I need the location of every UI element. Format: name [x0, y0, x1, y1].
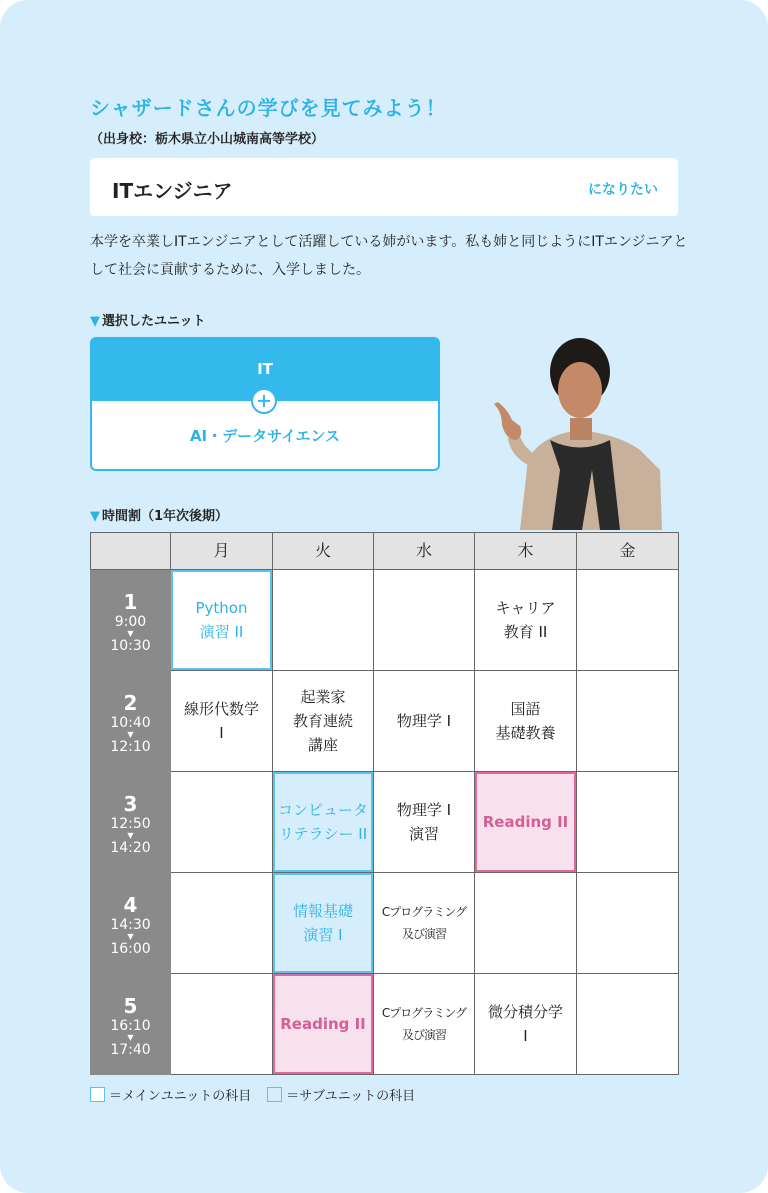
class-cell: [374, 772, 475, 873]
class-name: 物理学 I: [396, 801, 452, 819]
class-name: 起業家: [300, 688, 346, 706]
period-cell: [91, 974, 171, 1075]
class-name: I: [219, 724, 224, 742]
plus-icon: [251, 388, 277, 414]
period-cell: [91, 671, 171, 772]
class-name: 講座: [307, 736, 338, 754]
period-number: 1: [123, 590, 138, 614]
period-end: 17:40: [110, 1042, 151, 1058]
period-cell: [91, 772, 171, 873]
class-cell-reading: [273, 974, 374, 1075]
period-cell: [91, 873, 171, 974]
class-cell: [374, 570, 475, 671]
triangle-marker-icon: ▼: [90, 314, 100, 329]
period-start: 10:40: [110, 715, 151, 731]
goal-title: ITエンジニア: [112, 179, 233, 203]
goal-subtitle: になりたい: [588, 182, 658, 198]
period-start: 12:50: [110, 816, 151, 832]
class-cell: [171, 974, 273, 1075]
class-name: 演習 II: [199, 623, 244, 641]
class-cell: [475, 873, 577, 974]
day-header: 火: [273, 533, 374, 570]
day-header: 金: [577, 533, 679, 570]
class-cell-sub: [273, 873, 374, 974]
class-cell: [374, 873, 475, 974]
class-cell: [273, 570, 374, 671]
class-name: 線形代数学: [183, 700, 259, 718]
class-cell: [577, 570, 679, 671]
period-number: 5: [123, 994, 138, 1018]
class-name: 及び演習: [401, 1028, 446, 1042]
class-name: リテラシー II: [278, 825, 368, 843]
class-cell-sub: [273, 772, 374, 873]
day-header: 月: [171, 533, 273, 570]
school-name: （出身校：栃木県立小山城南高等学校）: [90, 132, 325, 147]
down-arrow-icon: ▼: [127, 1033, 134, 1042]
description-text: 本学を卒業しITエンジニアとして活躍している姉がいます。私も姉と同じようにITエンジニアとして社会に貢献するために、入学しました。: [90, 234, 688, 278]
class-name: 基礎教養: [495, 724, 556, 742]
class-name: Cプログラミング: [381, 905, 467, 919]
class-name: I: [523, 1027, 528, 1045]
down-arrow-icon: ▼: [127, 730, 134, 739]
units-section-label: 選択したユニット: [102, 314, 206, 329]
class-cell-main: [171, 570, 273, 671]
class-name: 国語: [510, 700, 541, 718]
triangle-marker-icon: ▼: [90, 509, 100, 524]
class-name: Reading II: [280, 1015, 366, 1033]
class-name: 教育 II: [503, 623, 548, 641]
class-cell: [475, 671, 577, 772]
table-row: [91, 974, 679, 1075]
class-name: コンピュータ: [277, 801, 368, 819]
period-start: 14:30: [110, 917, 151, 933]
legend: [90, 1085, 415, 1104]
class-cell: [171, 873, 273, 974]
class-name: 微分積分学: [487, 1003, 563, 1021]
class-name: Python: [195, 599, 248, 617]
day-header: 木: [475, 533, 577, 570]
timetable-section-label: 時間割（1年次後期）: [102, 509, 229, 524]
timetable-section-heading: [90, 505, 228, 524]
class-name: Cプログラミング: [381, 1006, 467, 1020]
class-cell: [374, 671, 475, 772]
units-section-heading: [90, 310, 205, 329]
class-name: 演習 I: [303, 926, 343, 944]
class-name: Reading II: [482, 813, 569, 831]
class-cell: [577, 974, 679, 1075]
class-cell: [171, 671, 273, 772]
timetable: [90, 532, 679, 1075]
class-cell: [374, 974, 475, 1075]
period-number: 4: [123, 893, 138, 917]
legend-sub-label: ＝サブユニットの科目: [286, 1089, 416, 1104]
table-row: [91, 570, 679, 671]
class-cell: [577, 671, 679, 772]
period-end: 12:10: [110, 739, 151, 755]
main-unit: IT: [90, 337, 440, 401]
table-row: [91, 772, 679, 873]
period-cell: [91, 570, 171, 671]
class-name: 演習: [408, 825, 439, 843]
legend-main-label: ＝メインユニットの科目: [109, 1089, 252, 1104]
down-arrow-icon: ▼: [127, 932, 134, 941]
period-number: 2: [123, 691, 138, 715]
class-cell: [273, 671, 374, 772]
timetable-header-row: [91, 533, 679, 570]
period-start: 9:00: [114, 614, 147, 630]
sub-unit: AI・データサイエンス: [90, 401, 440, 471]
class-cell: [171, 772, 273, 873]
student-photo: [480, 330, 680, 530]
day-header: 水: [374, 533, 475, 570]
sub-unit-swatch: [267, 1087, 282, 1102]
period-start: 16:10: [110, 1018, 151, 1034]
class-name: キャリア: [495, 599, 556, 617]
table-row: [91, 873, 679, 974]
period-end: 14:20: [110, 840, 151, 856]
class-name: 教育連続: [292, 712, 353, 730]
main-unit-swatch: [90, 1087, 105, 1102]
class-name: 情報基礎: [292, 902, 353, 920]
class-cell-reading: [475, 772, 577, 873]
class-name: 及び演習: [401, 927, 446, 941]
class-name: 物理学 I: [396, 712, 452, 730]
goal-box: [90, 158, 678, 216]
period-end: 16:00: [110, 941, 151, 957]
page-title: シャザードさんの学びを見てみよう！: [90, 96, 447, 120]
class-cell: [475, 974, 577, 1075]
class-cell: [577, 772, 679, 873]
class-cell: [577, 873, 679, 974]
down-arrow-icon: ▼: [127, 629, 134, 638]
down-arrow-icon: ▼: [127, 831, 134, 840]
table-row: [91, 671, 679, 772]
period-end: 10:30: [110, 638, 151, 654]
period-number: 3: [123, 792, 138, 816]
class-cell: [475, 570, 577, 671]
corner-cell: [91, 533, 171, 570]
